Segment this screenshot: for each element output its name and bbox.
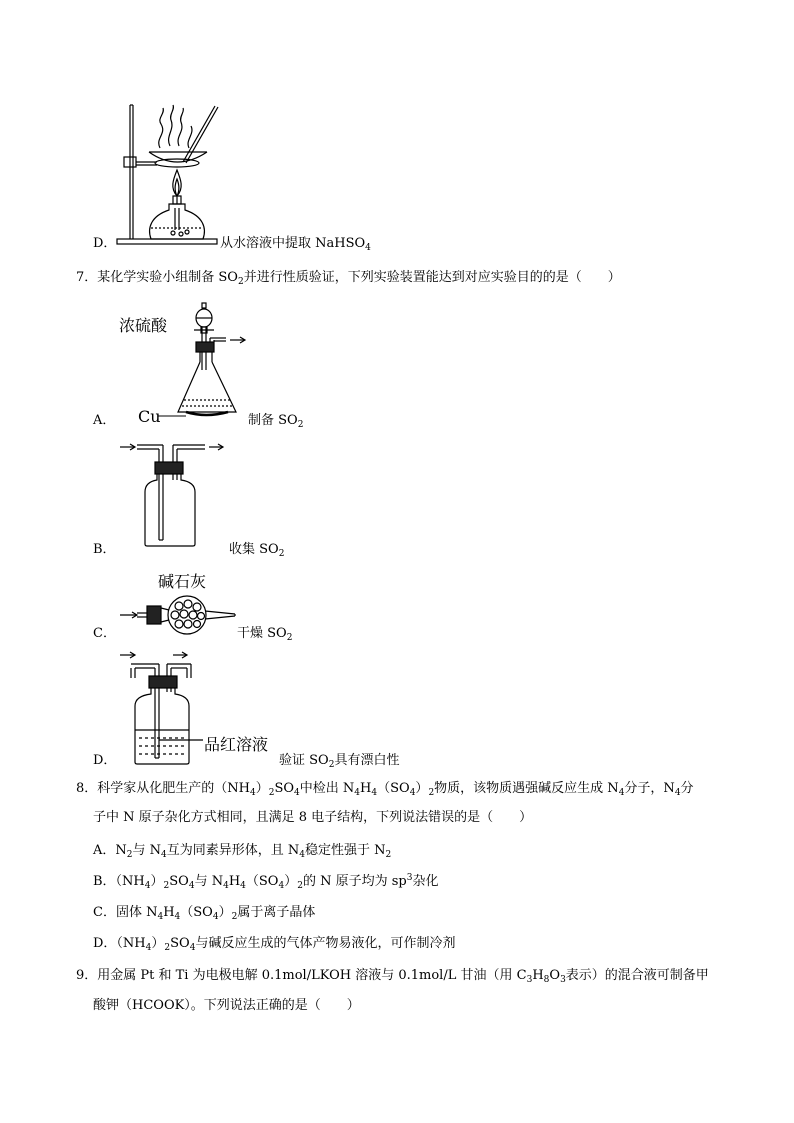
q9-stem-line-2: 酸钾（HCOOK）。下列说法正确的是（ ） (93, 998, 360, 1013)
magenta-solution-bottle-figure (115, 648, 207, 768)
q7-option-b-letter: B． (93, 542, 116, 557)
q7-option-a-caption: 制备 $SO_2$ (248, 413, 304, 430)
label-soda-lime: 碱石灰 (158, 572, 207, 591)
q8-stem-line-1: 8．科学家从化肥生产的$(NH_4)_2SO_4$中检出 $N_4H_4(SO_4)_2$物质，该物质遇强碱反应生成 $N_4$分子，$N_4$分 (76, 781, 694, 798)
label-magenta-solution: 品红溶液 (204, 735, 269, 754)
label-concentrated-sulfuric-acid: 浓硫酸 (119, 316, 168, 335)
q7-option-b-caption: 收集 $SO_2$ (229, 542, 285, 559)
cu-pointer-line (158, 414, 188, 418)
q8-stem-line-2: 子中 N 原子杂化方式相同，且满足 8 电子结构，下列说法错误的是（ ） (93, 810, 533, 825)
q7-option-d-caption: 验证 $SO_2$具有漂白性 (279, 753, 400, 770)
q8-option-b: B．$(NH_4)_2SO_4$与 $N_4H_4(SO_4)_2$的 N 原子均为 $sp^3$杂化 (93, 873, 439, 891)
q8-option-d: D．$(NH_4)_2SO_4$与碱反应生成的气体产物易液化，可作制冷剂 (93, 936, 456, 953)
drying-tube-figure (115, 588, 240, 638)
q7-option-c-letter: C． (93, 626, 116, 641)
label-cu: Cu (138, 407, 161, 426)
q8-option-a: A．$N_2$与 $N_4$互为同素异形体，且 $N_4$稳定性强于 $N_2$ (93, 843, 392, 860)
q9-stem-line-1: 9．用金属 Pt 和 Ti 为电极电解 0.1mol/LKOH 溶液与 0.1mol/L 甘油（用 $C_3H_8O_3$表示）的混合液可制备甲 (76, 968, 709, 985)
gas-collection-bottle-figure (115, 440, 235, 552)
q6-option-d-letter: D． (93, 236, 117, 251)
q7-option-c-caption: 干燥 $SO_2$ (237, 626, 293, 643)
q7-stem: 7．某化学实验小组制备 $SO_2$并进行性质验证，下列实验装置能达到对应实验目的的是（ ） (76, 270, 621, 287)
q6-option-d-caption: 从水溶液中提取 NaHSO$_4$ (220, 236, 371, 253)
q8-option-c: C．固体 $N_4H_4(SO_4)_2$属于离子晶体 (93, 905, 316, 922)
q7-option-a-letter: A． (93, 413, 116, 428)
so2-generation-apparatus-figure (170, 300, 260, 420)
evaporation-apparatus-figure (115, 100, 230, 248)
q7-option-d-letter: D． (93, 753, 117, 768)
